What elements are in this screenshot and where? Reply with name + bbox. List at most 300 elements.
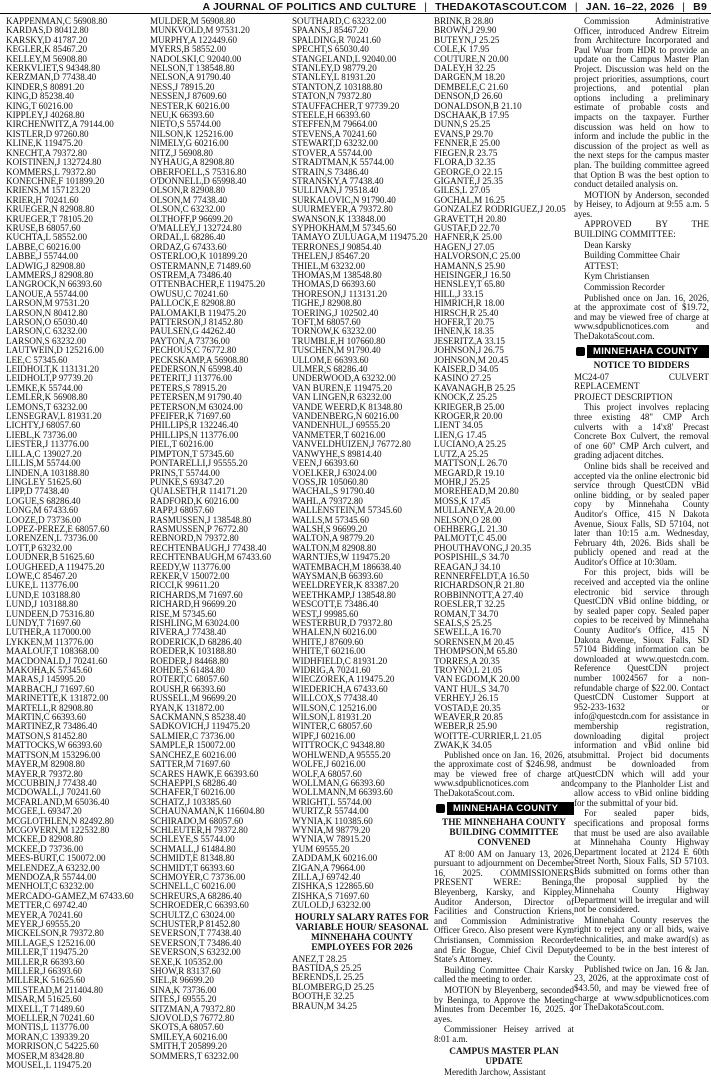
list-item: SEXE,K 105352.00 — [150, 957, 223, 967]
list-item: NIMELY,G 60216.00 — [150, 139, 229, 149]
update-title: CAMPUS MASTER PLAN UPDATE — [449, 1046, 559, 1067]
list-item: LUCIANO,A 25.25 — [434, 440, 506, 450]
list-item: BRAUN,M 34.25 — [292, 1001, 357, 1011]
list-item: MILLAGE,S 125216.00 — [6, 938, 96, 948]
list-item: KRUEGER,N 82908.80 — [6, 205, 95, 215]
list-item: TOERING,J 102502.40 — [292, 308, 379, 318]
list-item: KRUSE,B 68057.60 — [6, 223, 81, 233]
list-item: SEVERSON,T 77438.40 — [150, 929, 242, 939]
list-item: MYERS,B 58552.00 — [150, 45, 227, 55]
publication-tagline: A JOURNAL OF POLITICS AND CULTURE — [202, 0, 417, 13]
page-header — [0, 0, 711, 14]
list-item: LOOZE,D 73736.00 — [6, 515, 82, 525]
list-item: PALOMAKI,B 119475.20 — [150, 308, 247, 318]
list-item: SIEL,R 96699.20 — [150, 976, 214, 986]
list-item: MARINETTE,K 131872.00 — [6, 694, 109, 704]
salary-list-2 — [150, 17, 292, 1061]
list-item: WEETHKAMP,J 138548.80 — [292, 590, 396, 600]
list-item: KONECHNE,F 101899.20 — [6, 176, 105, 186]
list-item: MARBACH,J 71697.60 — [6, 684, 95, 694]
list-item: THELEN,J 85467.20 — [292, 252, 370, 262]
site-name: THEDAKOTASCOUT.COM — [435, 0, 567, 13]
list-item: YUM 69555.20 — [292, 844, 350, 854]
list-item: PETERS,S 78915.20 — [150, 383, 227, 393]
paragraph: Kym Christiansen — [584, 271, 650, 282]
list-item: SALMIER,C 73736.00 — [150, 731, 235, 741]
list-item: HAFNER,K 25.00 — [434, 233, 502, 243]
list-item: METTER,C 69742.40 — [6, 901, 88, 911]
list-item: LANOUE,A 55744.00 — [6, 289, 89, 299]
list-item: KOISTINEN,J 132724.80 — [6, 158, 102, 168]
list-item: THOMAS,D 66393.60 — [292, 280, 376, 290]
list-item: GEORGE,O 22.15 — [434, 167, 503, 177]
published-notice: Published once on Jan. 16, 2026, at the approximate cost of $246.98, and may be viewed free of charge at www.sdpublicnotices.com and TheDakotaScout.com. — [434, 749, 574, 799]
list-item: WIDRIG,A 70241.60 — [292, 666, 371, 676]
list-item: SCHLEYE,S 55744.00 — [150, 835, 235, 845]
list-item: PECHOUS,C 76772.80 — [150, 346, 237, 356]
list-item: GILES,L 27.05 — [434, 186, 490, 196]
list-item: RICHARDS,M 71697.60 — [150, 590, 243, 600]
list-item: LOGUE,S 68286.40 — [6, 496, 81, 506]
list-item: WYNIA,K 110385.60 — [292, 816, 373, 826]
list-item: ULLOM,E 66393.60 — [292, 355, 369, 365]
list-item: KROGER,R 20.00 — [434, 412, 503, 422]
list-item: OLSON,R 82908.80 — [150, 186, 226, 196]
list-item: COUTURE,N 20.00 — [434, 54, 509, 64]
list-item: NILSON,K 125216.00 — [150, 129, 234, 139]
paragraph: Commissioner Heisey arrived at 8:01 a.m. — [434, 1024, 574, 1044]
list-item: PONTARELLI,J 95555.20 — [150, 459, 248, 469]
list-item: ZWAK,K 34.05 — [434, 741, 492, 751]
list-item: KELLEY,M 56908.80 — [6, 54, 87, 64]
banner-label-2: MINNEHAHA COUNTY — [593, 345, 699, 357]
list-item: PETERSON,M 63024.00 — [150, 402, 243, 412]
list-item: ROTERT,C 68057.60 — [150, 675, 229, 685]
list-item: EVANS,P 29.70 — [434, 129, 493, 139]
list-item: SCHIRADO,M 68057.60 — [150, 816, 244, 826]
list-item: KERZMAN,D 77438.40 — [6, 73, 97, 83]
list-item: MENDOZA,R 55744.00 — [6, 872, 97, 882]
list-item: MILSTEAD,M 211404.80 — [6, 985, 103, 995]
list-item: REBNORD,N 79372.80 — [150, 534, 239, 544]
list-item: WHITE,T 60216.00 — [292, 647, 366, 657]
list-item: SEVERSON,T 73486.40 — [150, 938, 242, 948]
list-item: MEGARD,R 19.10 — [434, 468, 505, 478]
list-item: NIETO,S 55744.00 — [150, 120, 221, 130]
list-item: MILLER,R 66393.60 — [6, 957, 85, 967]
list-item: WILSON,C 125216.00 — [292, 703, 377, 713]
list-item: SUURMEYER,A 79372.80 — [292, 205, 393, 215]
list-item: GONZALEZ RODRIGUEZ,J 20.05 — [434, 205, 566, 215]
list-item: NESSEN,J 87609.60 — [150, 92, 227, 102]
list-item: KOMMERS,L 79372.80 — [6, 167, 96, 177]
list-item: HILL,J 33.15 — [434, 289, 484, 299]
list-item: THOMAS,M 138548.80 — [292, 270, 382, 280]
paragraph: Dean Karsky — [584, 239, 632, 250]
list-item: DUNN,S 25.25 — [434, 120, 491, 130]
list-item: MEES-BURT,C 150072.00 — [6, 854, 106, 864]
list-item: LARSON,N 80412.80 — [6, 308, 88, 318]
list-item: VANMETER,T 60216.00 — [292, 430, 386, 440]
list-item: LONG,M 67433.60 — [6, 506, 78, 516]
list-item: REAGAN,J 34.10 — [434, 562, 501, 572]
list-item: LARSON,S 63232.00 — [6, 336, 87, 346]
list-item: RASMUSSEN,J 138548.80 — [150, 515, 252, 525]
minutes-continued — [574, 17, 709, 240]
list-item: LAUTWEIN,D 125216.00 — [6, 346, 104, 356]
list-item: STAUFFACHER,T 97739.20 — [292, 101, 400, 111]
list-item: MOREHEAD,M 20.80 — [434, 487, 519, 497]
list-item: KARSKY,D 41787.20 — [6, 35, 88, 45]
notice-title: NOTICE TO BIDDERS — [593, 360, 690, 371]
list-item: SCHAFER,T 60216.00 — [150, 788, 235, 798]
list-item: HAMANN,S 25.90 — [434, 261, 505, 271]
list-item: MUNKVOLD,M 97531.20 — [150, 26, 250, 36]
list-item: WIDHFIELD,C 81931.20 — [292, 656, 388, 666]
list-item: VOSS,JR 105060.80 — [292, 477, 369, 487]
minutes-title: THE MINNEHAHA COUNTY BUILDING COMMITTEE CONVENED — [442, 817, 566, 848]
list-item: MAYER,M 82908.80 — [6, 760, 85, 770]
list-item: TORNOW,K 63232.00 — [292, 327, 377, 337]
list-item: SPALDING,R 70241.60 — [292, 35, 381, 45]
list-item: PHOUTHAVONG,J 20.35 — [434, 543, 532, 553]
list-item: SORENSEN,M 20.45 — [434, 637, 515, 647]
list-item: STEELE,H 66393.60 — [292, 111, 371, 121]
list-item: LUND,E 103188.80 — [6, 590, 81, 600]
list-item: STANGELAND,L 92040.00 — [292, 54, 397, 64]
list-item: RAPP,J 68057.60 — [150, 506, 214, 516]
list-item: MULLANEY,A 20.00 — [434, 506, 515, 516]
list-item: KIRCHENWITZ,A 79144.00 — [6, 120, 114, 130]
list-item: WILLCOX,S 77438.40 — [292, 694, 378, 704]
list-item: VERHEY,J 26.15 — [434, 694, 499, 704]
list-item: MOHR,J 25.25 — [434, 477, 490, 487]
list-item: LIENT 34.05 — [434, 421, 483, 431]
list-item: SINA,K 73736.00 — [150, 985, 217, 995]
list-item: WESTERBUR,D 79372.80 — [292, 619, 393, 628]
list-item: RECHTENBAUGH,J 77438.40 — [150, 543, 267, 553]
hourly-rates-heading: HOURLY SALARY RATES FOR VARIABLE HOUR/ SEASONAL MINNEHAHA COUNTY EMPLOYEES FOR 2026 — [294, 912, 430, 953]
list-item: SURKALOVIC,N 91790.40 — [292, 195, 396, 205]
list-item: VANDENHUL,J 69555.20 — [292, 421, 391, 431]
list-item: STEWART,D 63232.00 — [292, 139, 378, 149]
list-item: KRIER,H 70241.60 — [6, 195, 79, 205]
list-item: WALSH,S 96699.20 — [292, 524, 368, 534]
list-item: MAALOUF,T 108368.00 — [6, 647, 99, 657]
list-item: THORESON,J 113131.20 — [292, 289, 387, 299]
list-item: HIRSCH,R 25.40 — [434, 308, 499, 318]
list-item: VANT HUL,S 34.70 — [434, 684, 509, 694]
list-item: STANLEY,L 81931.20 — [292, 73, 376, 83]
list-item: WOLF,A 68057.60 — [292, 769, 362, 779]
list-item: NESS,J 78915.20 — [150, 82, 215, 92]
list-item: LINDEN,A 103188.80 — [6, 468, 90, 478]
list-item: SKOTS,A 68057.60 — [150, 1023, 224, 1033]
list-item: MATSON,S 81452.80 — [6, 731, 88, 741]
list-item: VANDENBERG,N 60216.00 — [292, 412, 399, 422]
list-item: LADWIG,J 82908.80 — [6, 261, 86, 271]
list-item: MOUSEL,L 119475.20 — [6, 1061, 92, 1071]
list-item: STEFFEN,M 79664.00 — [292, 120, 378, 130]
column-1 — [6, 17, 148, 1077]
list-item: OWUSU,C 70241.60 — [150, 289, 229, 299]
list-item: VANDE WEERD,K 81348.80 — [292, 402, 403, 412]
list-item: SCHROEDER,C 66393.60 — [150, 901, 249, 911]
list-item: SADKOVICH,J 119475.20 — [150, 722, 250, 732]
list-item: MILLER,J 66393.60 — [6, 967, 83, 977]
list-item: HALVORSON,C 25.00 — [434, 252, 521, 262]
list-item: BUTEYN,J 25.25 — [434, 35, 500, 45]
notice-body — [574, 403, 709, 1012]
list-item: STANTON,Z 103188.80 — [292, 82, 383, 92]
column-4 — [434, 17, 574, 1077]
list-item: OLTHOFF,P 96699.20 — [150, 214, 233, 224]
list-item: WAHL,A 79372.80 — [292, 496, 363, 506]
list-item: MILLER,K 51625.60 — [6, 976, 86, 986]
list-item: LANGROCK,N 66393.60 — [6, 280, 102, 290]
list-item: KINDER,S 80891.20 — [6, 82, 85, 92]
list-item: PALLOCK,E 82908.80 — [150, 299, 236, 309]
list-item: RADFORD,K 60216.00 — [150, 496, 239, 506]
column-3 — [292, 17, 432, 1077]
list-item: KISTLER,D 97260.80 — [6, 129, 89, 139]
list-item: SATTER,M 71697.60 — [150, 760, 231, 770]
list-item: LIEBL,K 73736.00 — [6, 430, 77, 440]
list-item: LORENZEN,L 73736.00 — [6, 534, 98, 544]
list-item: DEMBELE,C 21.60 — [434, 82, 509, 92]
list-item: NEU,K 66393.60 — [150, 111, 214, 121]
list-item: FLORA,D 32.35 — [434, 158, 496, 168]
list-item: ZISHKA,S 71697.60 — [292, 891, 370, 901]
list-item: O'DONNELL,D 65998.40 — [150, 176, 247, 186]
list-item: DARGEN,M 18.20 — [434, 73, 505, 83]
list-item: HIMRICH,R 18.00 — [434, 299, 505, 309]
list-item: OLSON,M 77438.40 — [150, 195, 228, 205]
list-item: BOOTH,E 32.25 — [292, 992, 354, 1002]
list-item: DENSON,D 26.60 — [434, 92, 503, 102]
list-item: LUTHER,A 117000.00 — [6, 628, 91, 638]
list-item: PEDERSON,N 65998.40 — [150, 365, 243, 375]
list-item: NELSON,O 28.00 — [434, 515, 502, 525]
list-item: COLE,K 17.95 — [434, 45, 490, 55]
list-item: WEST,J 99985.60 — [292, 609, 359, 619]
list-item: LICHTY,J 68057.60 — [6, 421, 81, 431]
paragraph: MOTION by Bleyenberg, seconded by Beninga, to Approve the Meeting Minutes from December 16, 2025. 4 ayes. — [434, 984, 574, 1024]
list-item: SANCHEZ,E 60216.00 — [150, 750, 237, 760]
list-item: LEMKE,K 55744.00 — [6, 383, 83, 393]
paragraph: Commission Administrative Officer, introduced Andrew Eitreim from Architecture Incorporated and Paul Wuar from HDR to provide an update on the Campus Master Plan Project. Discussion was held on the project priorities, assumptions, court projections, and potential plan options including a preliminary estimate of probable costs and impacts on the taxpayer. Further discussion was held on how to inform and include the public in the discussion of the project as well as the next steps for the campus master plan. The building committee agreed that Option B was the best option to conduct detailed analysis on. — [574, 17, 709, 190]
list-item: SMILEY,A 60216.00 — [150, 1032, 228, 1042]
list-item: LEE,C 57345.60 — [6, 355, 68, 365]
list-item: FIEGEN,R 23.75 — [434, 148, 498, 158]
list-item: SWANSON,K 133848.00 — [292, 214, 386, 224]
list-item: SITZMAN,A 79372.80 — [150, 1004, 236, 1014]
list-item: SPECHT,S 65030.40 — [292, 45, 369, 55]
list-item: WHALEN,N 60216.00 — [292, 628, 377, 638]
list-item: ZILLA,J 69742.40 — [292, 872, 361, 882]
list-item: TROYNO,L 21.05 — [434, 666, 503, 676]
list-item: VAN BUREN,E 119475.20 — [292, 383, 393, 393]
list-item: WARNTJES,W 119475.20 — [292, 553, 390, 563]
list-item: WYNIA,M 98779.20 — [292, 825, 371, 835]
section-banner-2 — [574, 345, 709, 358]
list-item: SCHUSTER,P 81452.80 — [150, 920, 240, 929]
list-item: LABBE,C 60216.00 — [6, 242, 81, 252]
list-item: KING,D 85238.40 — [6, 92, 74, 102]
list-item: SITES,J 69555.20 — [150, 995, 217, 1005]
list-item: VAN LINGEN,R 63232.00 — [292, 393, 392, 403]
list-item: MENHOLT,C 63232.00 — [6, 882, 94, 892]
list-item: KRIENS,M 157123.20 — [6, 186, 91, 196]
list-item: SCHREURS,A 68286.40 — [150, 891, 242, 901]
list-item: GRAVETT,H 20.80 — [434, 214, 507, 224]
minutes-body — [434, 850, 574, 1045]
paragraph: Building Committee Chair — [584, 250, 680, 261]
list-item: WALTON,A 98779.20 — [292, 534, 375, 544]
paragraph: Online bids shall be received and accepted via the online electronic bid service through QuestCDN vBid online bidding, or by sealed paper copy by Minnehaha County Auditor's Office, 415 N Dakota Avenue, Sioux Falls, SD 57104, not later than 10:15 a.m. Wednesday, February 4th, 2026. Bids shall be publicly opened and read at the Auditor's Office at 10:30am. — [574, 460, 709, 567]
list-item: LEIDHOLT,K 113131.20 — [6, 365, 99, 375]
list-item: WOITTE-CURRIER,L 21.05 — [434, 731, 542, 741]
list-item: JOHNSON,J 26.75 — [434, 346, 504, 356]
list-item: MCFARLAND,M 65036.40 — [6, 797, 110, 807]
list-item: SOUTHARD,C 63232.00 — [292, 17, 387, 26]
list-item: KRIEGER,B 25.00 — [434, 402, 505, 412]
list-item: OSTERLOO,K 101899.20 — [150, 252, 248, 262]
list-item: LOUDNER,B 51625.60 — [6, 553, 95, 563]
list-item: WITTROCK,C 94348.80 — [292, 741, 385, 751]
list-item: LIEN,G 17.45 — [434, 430, 487, 440]
list-item: SCHMOYER,C 73736.00 — [150, 872, 246, 882]
list-item: KAVANAGH,B 25.25 — [434, 383, 516, 393]
list-item: STATON,N 79372.80 — [292, 92, 372, 102]
list-item: RICHARD,H 96699.20 — [150, 600, 237, 610]
list-item: LENSEGRAV,L 81931.20 — [6, 412, 102, 422]
list-item: SCHMIDT,T 66393.60 — [150, 863, 235, 873]
list-item: WEBER,R 25.90 — [434, 722, 497, 732]
list-item: WOLFE,J 60216.00 — [292, 760, 366, 770]
list-item: OBERFOELL,S 75316.80 — [150, 167, 247, 177]
county-seal-icon — [434, 802, 447, 815]
list-item: WILSON,L 81931.20 — [292, 713, 372, 723]
list-item: WOLLMAN,G 66393.60 — [292, 778, 385, 788]
list-item: ZISHKA,S 122865.60 — [292, 882, 374, 892]
list-item: LARSON,M 97531.20 — [6, 299, 90, 309]
list-item: KNOCK,Z 25.25 — [434, 393, 497, 403]
list-item: BROWN,J 29.90 — [434, 26, 497, 36]
issue-date: JAN. 16–22, 2026 — [585, 0, 675, 13]
list-item: MILLER,T 119475.20 — [6, 948, 89, 958]
paragraph: Commission Recorder — [584, 282, 665, 293]
list-item: PETERIT,J 113776.00 — [150, 374, 233, 384]
list-item: SCHATZ,J 103385.60 — [150, 797, 232, 807]
list-item: ZULOLD,J 63232.00 — [292, 901, 371, 911]
list-item: LEMONS,T 63232.00 — [6, 402, 88, 412]
list-item: KLINE,K 119475.20 — [6, 139, 83, 149]
paragraph: MOTION by Anderson, seconded by Heisey, to Adjourn at 9:55 a.m. 5 ayes. — [574, 189, 709, 219]
list-item: LEMLER,K 56908.80 — [6, 393, 88, 403]
list-item: HAGEN,J 27.05 — [434, 242, 495, 252]
list-item: RICHARDSON,R 21.80 — [434, 581, 525, 591]
list-item: MATTSON,M 153296.00 — [6, 750, 101, 760]
list-item: VANWYHE,S 89814.40 — [292, 449, 382, 459]
banner-label: MINNEHAHA COUNTY — [453, 802, 559, 814]
list-item: MORRISON,C 54225.60 — [6, 1042, 99, 1052]
list-item: WALLS,M 57345.60 — [292, 515, 370, 525]
list-item: RICCI,K 99611.20 — [150, 581, 220, 591]
list-item: SCARES HAWK,E 66393.60 — [150, 769, 259, 779]
list-item: MELENDEZ,A 63232.00 — [6, 863, 100, 873]
list-item: LILLA,C 139027.20 — [6, 449, 82, 459]
list-item: SCHULTZ,C 63024.00 — [150, 910, 235, 920]
list-item: RYAN,K 131872.00 — [150, 703, 225, 713]
paragraph: Building Committee Chair Karsky called the meeting to order. — [434, 964, 574, 985]
list-item: TRUMBLE,H 107660.80 — [292, 336, 386, 346]
list-item: LILLIS,M 55744.00 — [6, 459, 81, 469]
list-item: MARTELL,R 82908.80 — [6, 703, 94, 713]
list-item: WACHAL,S 91790.40 — [292, 487, 375, 497]
header-separator: | — [574, 0, 578, 13]
list-item: LOTT,P 63232.00 — [6, 543, 72, 553]
list-item: SCHAUNAMAN,K 116604.80 — [150, 807, 265, 817]
list-item: NADOLSKI,C 92040.00 — [150, 54, 242, 64]
list-item: ZADDAM,K 60216.00 — [292, 854, 378, 864]
list-item: MOSER,M 83428.80 — [6, 1051, 85, 1061]
list-item: HOFER,T 20.75 — [434, 318, 495, 327]
list-item: MARTIN,C 66393.60 — [6, 713, 87, 723]
list-item: OLSON,C 63232.00 — [150, 205, 226, 215]
list-item: MCGOVERN,M 122532.80 — [6, 825, 110, 835]
list-item: RASMUSSEN,P 76772.80 — [150, 524, 248, 534]
list-item: KAPPENMAN,C 56908.80 — [6, 17, 108, 26]
list-item: ZIGAN,A 79664.00 — [292, 863, 365, 873]
list-item: SEALS,S 25.25 — [434, 619, 492, 628]
list-item: ORDAL,L 68286.40 — [150, 233, 226, 243]
list-item: WINTER,C 68057.60 — [292, 722, 373, 732]
list-item: MCKEE,D 82908.80 — [6, 835, 84, 845]
list-item: SCHAEPPI,S 68286.40 — [150, 778, 237, 788]
list-item: WRIGHT,L 55744.00 — [292, 797, 372, 807]
list-item: JESERITZ,A 33.15 — [434, 336, 505, 346]
list-item: PFEIFER,K 71697.60 — [150, 412, 231, 422]
list-item: MACDONALD,J 70241.60 — [6, 656, 108, 666]
list-item: KRUEGER,T 78105.20 — [6, 214, 93, 224]
list-item: VANVELDHUIZEN,J 76772.80 — [292, 440, 411, 450]
list-item: LYKKEN,M 113776.00 — [6, 637, 94, 647]
list-item: WIPF,J 60216.00 — [292, 731, 356, 741]
list-item: LOUGHEED,A 119475.20 — [6, 562, 105, 572]
list-item: KARDAS,D 80412.80 — [6, 26, 89, 36]
list-item: MAKOHA,K 57345.60 — [6, 666, 93, 676]
list-item: DONALDSON,B 21.10 — [434, 101, 522, 111]
list-item: REKER,V 150072.00 — [150, 571, 230, 581]
list-item: TIGHE,J 82908.80 — [292, 299, 362, 309]
list-item: RIVERA,J 77438.40 — [150, 628, 227, 638]
list-item: MISAR,M 51625.60 — [6, 995, 82, 1005]
list-item: JOHNSON,M 20.45 — [434, 355, 509, 365]
list-item: BLOMBERG,D 25.25 — [292, 982, 375, 992]
list-item: LEIDHOLT,P 97739.20 — [6, 374, 93, 384]
list-item: WOLLMANN,M 66393.60 — [292, 788, 393, 798]
list-item: LOWE,C 85467.20 — [6, 571, 77, 581]
list-item: SULLIVAN,J 79518.40 — [292, 186, 379, 196]
list-item: LIESTER,J 113776.00 — [6, 440, 89, 450]
list-item: WOHLWEND,A 95555.20 — [292, 750, 391, 760]
list-item: MICKELSON,R 79372.80 — [6, 929, 104, 939]
list-item: KAISER,D 34.05 — [434, 365, 499, 375]
list-item: SCHMALL,J 61484.80 — [150, 844, 236, 854]
list-item: WEELDREYER,K 83387.20 — [292, 581, 399, 591]
list-item: ROHDE,S 61484.80 — [150, 666, 226, 676]
